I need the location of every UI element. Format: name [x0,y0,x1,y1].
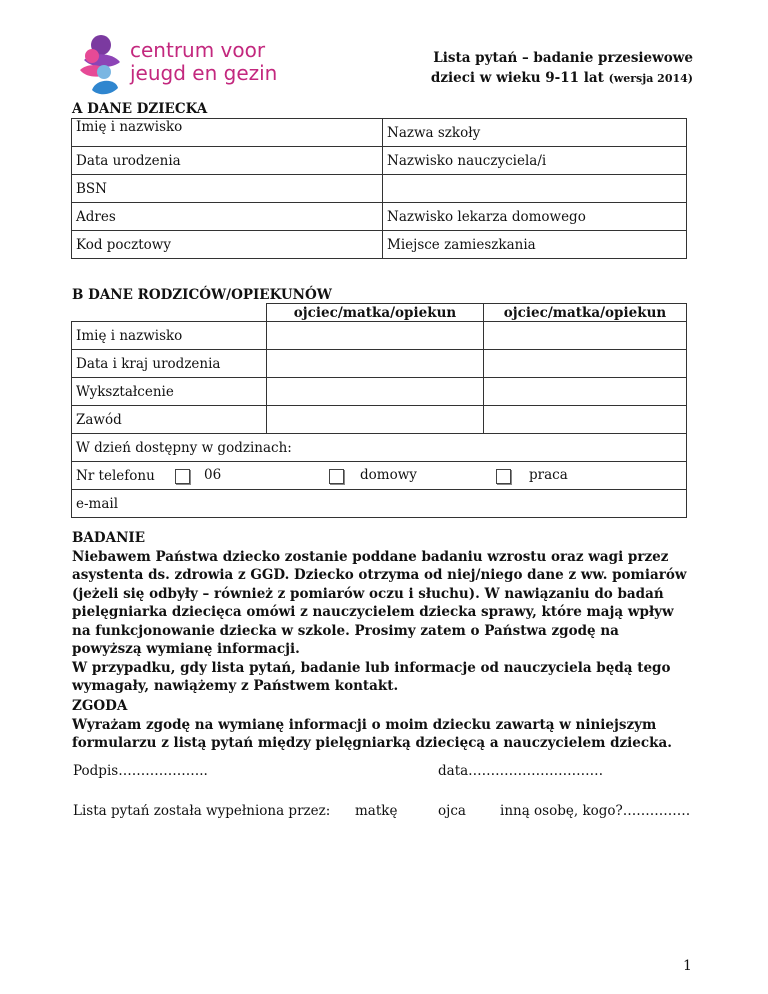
table-header-row [72,304,687,322]
parent2-education-input[interactable] [484,378,687,406]
teacher-field[interactable]: Nazwisko nauczyciela/i [383,147,687,175]
table-row [72,175,687,203]
empty-cell [383,175,687,203]
phone-label: Nr telefonu [76,467,155,484]
date-field[interactable]: data………………………… [438,763,604,779]
title-version: (wersja 2014) [608,72,693,85]
filled-by-father[interactable]: ojca [438,803,466,819]
document-title [431,48,693,89]
logo-text [130,39,277,85]
filled-by-label: Lista pytań została wypełniona przez: [73,803,331,819]
col-header-1: ojciec/matka/opiekun [267,304,484,322]
education-label: Wykształcenie [72,378,267,406]
zgoda-section [72,697,692,753]
home-label: domowy [360,467,417,483]
parent2-occupation-input[interactable] [484,406,687,434]
table-row [72,322,687,350]
parent1-education-input[interactable] [267,378,484,406]
signature-field[interactable]: Podpis……………….. [73,763,208,779]
table-row [72,147,687,175]
name-field[interactable]: Imię i nazwisko [72,119,383,147]
table-row [72,231,687,259]
birth-country-label: Data i kraj urodzenia [72,350,267,378]
table-row [72,378,687,406]
page-number: 1 [683,958,692,974]
parent-name-label: Imię i nazwisko [72,322,267,350]
badanie-section [72,529,692,696]
parent1-name-input[interactable] [267,322,484,350]
parent2-birth-input[interactable] [484,350,687,378]
title-age: dzieci w wieku 9-11 lat [430,70,604,86]
badanie-paragraph-2: W przypadku, gdy lista pytań, badanie lub informacje od nauczyciela będą tego wymagały, nawiążemy z Państwem kontakt. [72,659,671,694]
col-header-2: ojciec/matka/opiekun [484,304,687,322]
title-line-1: Lista pytań – badanie przesiewowe [433,50,693,66]
availability-field[interactable]: W dzień dostępny w godzinach: [72,434,687,462]
zgoda-text: Wyrażam zgodę na wymianę informacji o moim dziecku zawartą w niniejszym formularzu z listą pytań między pielęgniarką dziecięcą a nauczycielem dziecka. [72,716,672,751]
badanie-paragraph-1: Niebawem Państwa dziecko zostanie poddane badaniu wzrostu oraz wagi przez asystenta ds. zdrowia z GGD. Dziecko otrzyma od niej/niego dane z ww. pomiarów (jeżeli się odbyły – również z pomiarów oczu i słuchu). W nawiązaniu do badań pielęgniarka dziecięca omówi z nauczycielem dziecka sprawy, które mają wpływ na funkcjonowanie dziecka w szkole. Prosimy zatem o Państwa zgodę na powyższą wymianę informacji. [72,548,687,657]
table-row [72,462,687,490]
mobile-checkbox[interactable] [175,469,190,484]
mobile-label: 06 [204,467,222,483]
postcode-field[interactable]: Kod pocztowy [72,231,383,259]
logo-line-2: jeugd en gezin [130,61,278,85]
doctor-field[interactable]: Nazwisko lekarza domowego [383,203,687,231]
home-checkbox[interactable] [329,469,344,484]
parent1-birth-input[interactable] [267,350,484,378]
occupation-label: Zawód [72,406,267,434]
child-data-table [71,118,687,259]
school-field[interactable]: Nazwa szkoły [383,119,687,147]
filled-by-mother[interactable]: matkę [355,803,398,819]
section-a-title: A DANE DZIECKA [72,101,208,117]
address-field[interactable]: Adres [72,203,383,231]
birthdate-field[interactable]: Data urodzenia [72,147,383,175]
badanie-title: BADANIE [72,530,146,546]
title-line-2 [431,68,693,89]
filled-by-other[interactable]: inną osobę, kogo?…………… [500,803,691,819]
table-row [72,119,687,147]
work-label: praca [529,467,568,483]
parent2-name-input[interactable] [484,322,687,350]
table-row [72,490,687,518]
logo-line-1: centrum voor [130,38,266,62]
phone-row [72,462,687,490]
table-row [72,203,687,231]
work-checkbox[interactable] [496,469,511,484]
table-row [72,434,687,462]
parent1-occupation-input[interactable] [267,406,484,434]
table-row [72,350,687,378]
section-b-title: B DANE RODZICÓW/OPIEKUNÓW [72,287,332,303]
parents-data-table [71,303,687,518]
residence-field[interactable]: Miejsce zamieszkania [383,231,687,259]
bsn-field[interactable]: BSN [72,175,383,203]
email-field[interactable]: e-mail [72,490,687,518]
empty-header-cell [72,304,267,322]
zgoda-title: ZGODA [72,698,128,714]
table-row [72,406,687,434]
